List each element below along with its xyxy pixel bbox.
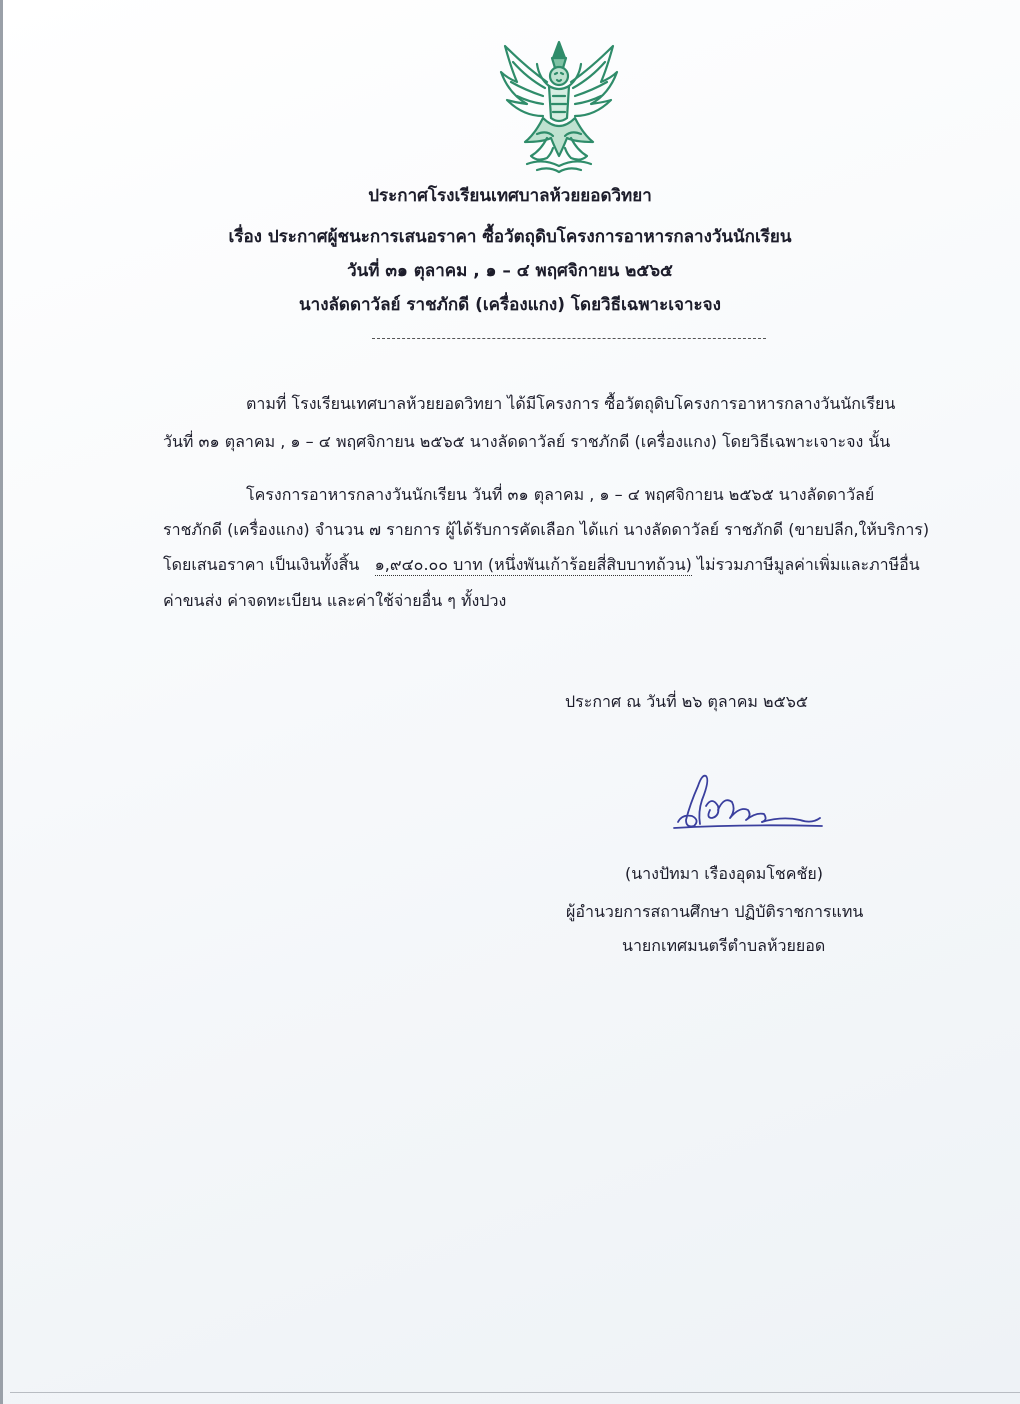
paragraph-1-line-1: ตามที่ โรงเรียนเทศบาลห้วยยอดวิทยา ได้มีโครงการ ซื้อวัตถุดิบโครงการอาหารกลางวันนักเรียน: [246, 394, 896, 413]
paragraph-2-line-3: [163, 553, 920, 578]
header-divider: [372, 338, 766, 339]
signatory-position-2: นายกเทศมนตรีตำบลห้วยยอด: [622, 936, 826, 955]
paragraph-2-line-4: ค่าขนส่ง ค่าจดทะเบียน และค่าใช้จ่ายอื่น ๆ ทั้งปวง: [163, 591, 507, 610]
document-title: ประกาศโรงเรียนเทศบาลห้วยยอดวิทยา: [368, 186, 652, 206]
paragraph-2-line-2: ราชภักดี (เครื่องแกง) จำนวน ๗ รายการ ผู้ได้รับการคัดเลือก ได้แก่ นางลัดดาวัลย์ ราชภักดี (ขายปลีก,ให้บริการ): [163, 520, 930, 539]
scan-bottom-edge: [10, 1392, 1020, 1393]
announcement-date: ประกาศ ณ วันที่ ๒๖ ตุลาคม ๒๕๖๕: [565, 692, 808, 711]
scan-left-edge: [0, 0, 3, 1404]
paragraph-1-line-2: วันที่ ๓๑ ตุลาคม , ๑ – ๔ พฤศจิกายน ๒๕๖๕ นางลัดดาวัลย์ ราชภักดี (เครื่องแกง) โดยวิธีเฉพาะเจาะจง นั้น: [163, 432, 891, 451]
price-suffix: ไม่รวมภาษีมูลค่าเพิ่มและภาษีอื่น: [696, 555, 920, 574]
document-subject: เรื่อง ประกาศผู้ชนะการเสนอราคา ซื้อวัตถุดิบโครงการอาหารกลางวันนักเรียน: [228, 227, 792, 247]
garuda-emblem-icon: [497, 38, 621, 176]
signatory-name: (นางปัทมา เรืองอุดมโชคชัย): [625, 864, 823, 883]
price-amount: ๑,๙๔๐.๐๐ บาท (หนึ่งพันเก้าร้อยสี่สิบบาทถ้วน): [374, 555, 692, 574]
price-prefix: โดยเสนอราคา เป็นเงินทั้งสิ้น: [163, 555, 360, 574]
paragraph-2-line-1: โครงการอาหารกลางวันนักเรียน วันที่ ๓๑ ตุลาคม , ๑ – ๔ พฤศจิกายน ๒๕๖๕ นางลัดดาวัลย์: [246, 485, 875, 504]
document-vendor-method: นางลัดดาวัลย์ ราชภักดี (เครื่องแกง) โดยวิธีเฉพาะเจาะจง: [299, 295, 721, 315]
signatory-position-1: ผู้อำนวยการสถานศึกษา ปฏิบัติราชการแทน: [566, 902, 864, 921]
document-dates: วันที่ ๓๑ ตุลาคม , ๑ – ๔ พฤศจิกายน ๒๕๖๕: [347, 261, 673, 281]
handwritten-signature: [672, 766, 824, 836]
